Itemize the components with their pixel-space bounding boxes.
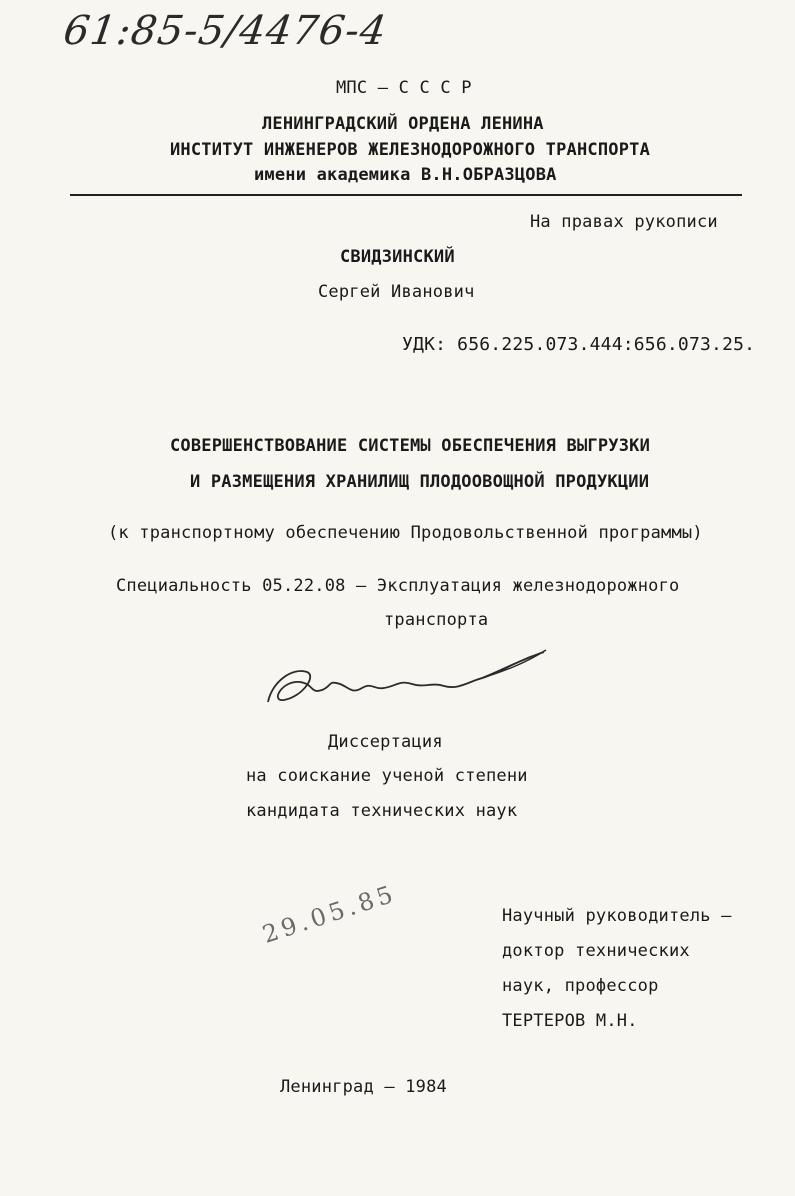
signature [262, 642, 552, 712]
header-divider [70, 194, 742, 196]
title-subtitle: (к транспортному обеспечению Продовольственной программы) [108, 523, 703, 543]
archive-code: 61:85-5/4476-4 [60, 8, 390, 54]
place-year: Ленинград – 1984 [280, 1077, 447, 1097]
rights-note: На правах рукописи [530, 212, 718, 232]
supervisor-line-4: ТЕРТЕРОВ М.Н. [502, 1011, 638, 1031]
specialty-line-2: транспорта [384, 610, 489, 630]
title-line-1: СОВЕРШЕНСТВОВАНИЕ СИСТЕМЫ ОБЕСПЕЧЕНИЯ ВЫГРУЗКИ [170, 436, 651, 456]
degree-line-3: кандидата технических наук [246, 801, 518, 821]
date-stamp: 29.05.85 [259, 879, 400, 949]
author-name: Сергей Иванович [318, 282, 475, 302]
degree-line-2: на соискание ученой степени [246, 766, 528, 786]
institute-line-1: ЛЕНИНГРАДСКИЙ ОРДЕНА ЛЕНИНА [262, 114, 544, 134]
udc-code: УДК: 656.225.073.444:656.073.25. [402, 334, 756, 355]
specialty-line-1: Специальность 05.22.08 – Эксплуатация железнодорожного [116, 576, 680, 596]
institute-line-2: ИНСТИТУТ ИНЖЕНЕРОВ ЖЕЛЕЗНОДОРОЖНОГО ТРАНСПОРТА [170, 140, 651, 160]
institute-line-3: имени академика В.Н.ОБРАЗЦОВА [254, 165, 557, 185]
supervisor-line-1: Научный руководитель – [502, 906, 732, 926]
degree-line-1: Диссертация [328, 732, 443, 752]
supervisor-line-2: доктор технических [502, 941, 690, 961]
author-surname: СВИДЗИНСКИЙ [340, 247, 455, 267]
supervisor-line-3: наук, профессор [502, 976, 659, 996]
ministry-line: МПС – С С С Р [336, 78, 472, 98]
title-line-2: И РАЗМЕЩЕНИЯ ХРАНИЛИЩ ПЛОДООВОЩНОЙ ПРОДУКЦИИ [190, 472, 650, 492]
